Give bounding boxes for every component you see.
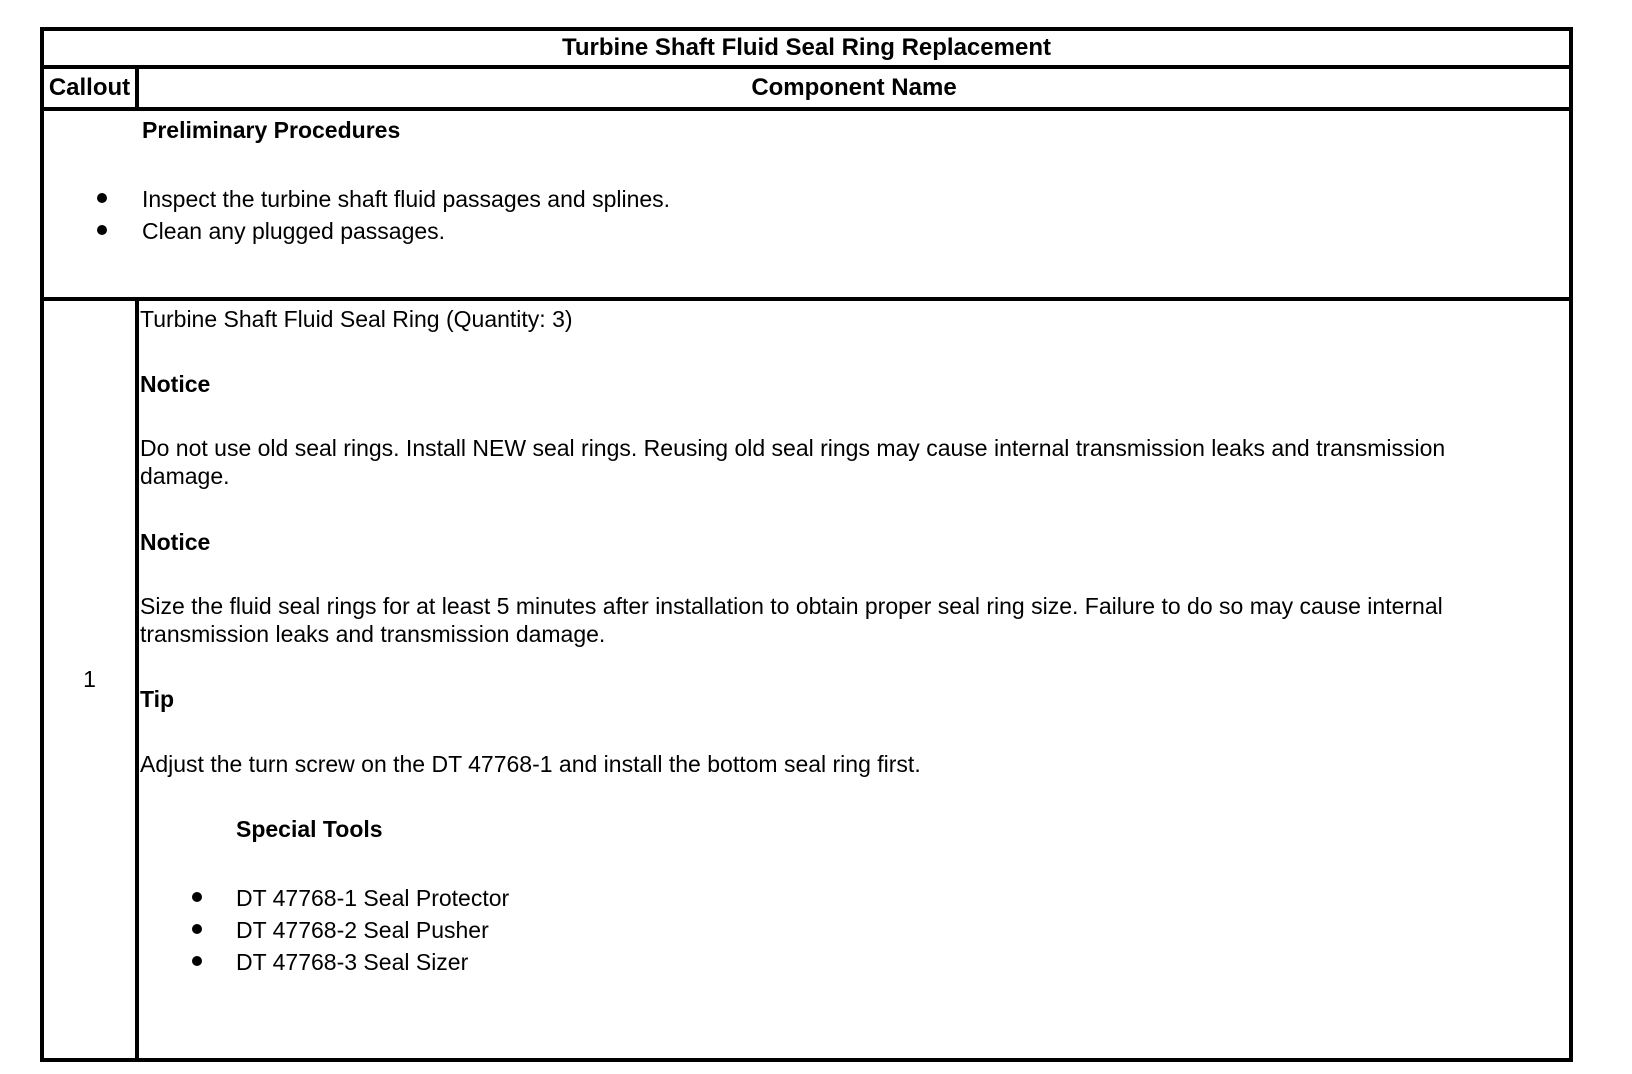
preliminary-heading: Preliminary Procedures	[142, 117, 401, 143]
notice-text: Do not use old seal rings. Install NEW seal rings. Reusing old seal rings may cause internal transmission leaks and transmission damage.	[140, 435, 1446, 489]
bullet-icon	[97, 193, 107, 203]
bullet-icon	[192, 892, 202, 902]
preliminary-procedures-row	[44, 111, 1569, 301]
preliminary-item: Clean any plugged passages.	[142, 218, 446, 244]
notice-label: Notice	[140, 371, 211, 397]
special-tool-item: DT 47768-3 Seal Sizer	[236, 949, 469, 975]
callout-column-header: Callout	[44, 69, 139, 107]
step-row	[44, 301, 1569, 1058]
notice-label: Notice	[140, 529, 211, 555]
tip-text: Adjust the turn screw on the DT 47768-1 and install the bottom seal ring first.	[140, 751, 921, 777]
bullet-icon	[192, 924, 202, 934]
special-tool-item: DT 47768-2 Seal Pusher	[236, 917, 489, 943]
component-name: Turbine Shaft Fluid Seal Ring (Quantity: 3)	[140, 306, 573, 332]
preliminary-item: Inspect the turbine shaft fluid passages and splines.	[142, 186, 671, 212]
special-tools-heading: Special Tools	[236, 816, 383, 842]
bullet-icon	[97, 225, 107, 235]
table-header-row	[44, 69, 1569, 111]
table-title: Turbine Shaft Fluid Seal Ring Replacement	[44, 31, 1569, 69]
bullet-icon	[192, 956, 202, 966]
notice-text: Size the fluid seal rings for at least 5 minutes after installation to obtain proper seal ring size. Failure to do so may cause internal transmission leaks and transmission damage.	[140, 593, 1443, 647]
component-column-header: Component Name	[751, 74, 957, 101]
tip-label: Tip	[140, 686, 175, 712]
special-tool-item: DT 47768-1 Seal Protector	[236, 885, 510, 911]
procedure-table	[40, 27, 1573, 1062]
step-callout-number: 1	[44, 301, 139, 1058]
